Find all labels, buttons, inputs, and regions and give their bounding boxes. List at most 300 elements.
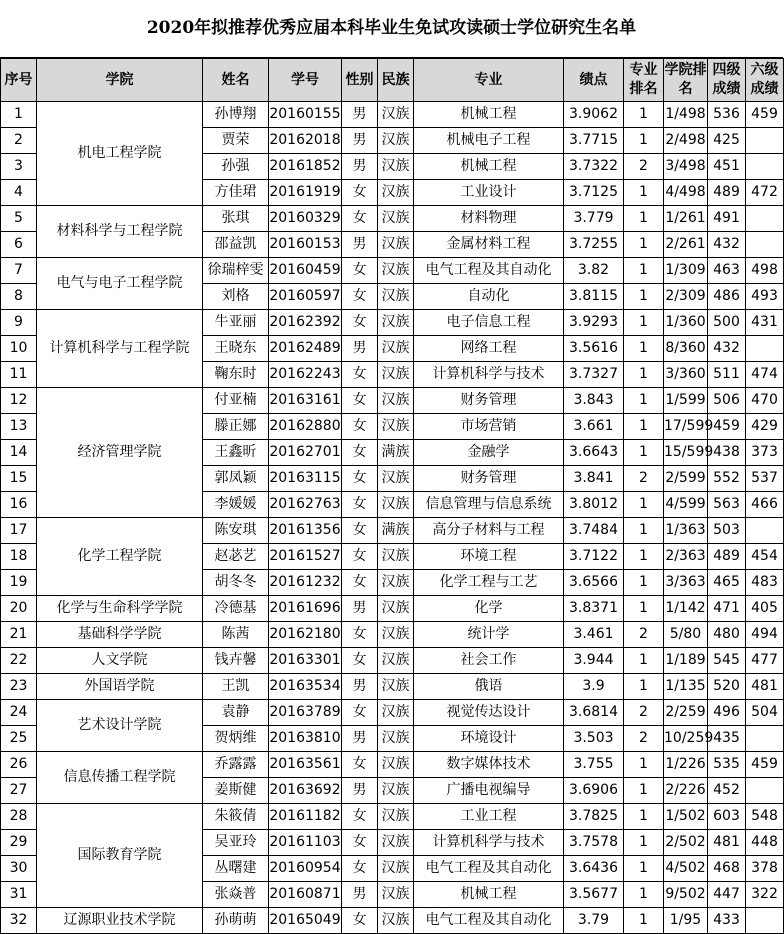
college-rank-cell: 1/135 (664, 674, 708, 700)
gender-cell: 男 (342, 596, 378, 622)
name-cell: 王晓东 (203, 336, 269, 362)
name-cell: 吴亚玲 (203, 830, 269, 856)
ethnicity-cell: 汉族 (378, 622, 414, 648)
header-college: 学院 (37, 59, 203, 102)
gender-cell: 女 (342, 518, 378, 544)
student-id-cell: 20161356 (269, 518, 342, 544)
college-rank-cell: 2/363 (664, 544, 708, 570)
table-row (1, 518, 784, 544)
major-cell: 财务管理 (414, 466, 564, 492)
header-ethnicity: 民族 (378, 59, 414, 102)
college-rank-cell: 2/261 (664, 232, 708, 258)
major-cell: 计算机科学与技术 (414, 830, 564, 856)
name-cell: 邵益凯 (203, 232, 269, 258)
college-rank-cell: 1/360 (664, 310, 708, 336)
major-rank-cell: 1 (624, 830, 664, 856)
gpa-cell: 3.7125 (564, 180, 624, 206)
college-rank-cell: 2/498 (664, 128, 708, 154)
major-cell: 机械电子工程 (414, 128, 564, 154)
cet4-cell: 520 (708, 674, 746, 700)
college-rank-cell: 4/502 (664, 856, 708, 882)
gender-cell: 男 (342, 154, 378, 180)
college-rank-cell: 15/599 (664, 440, 708, 466)
index-cell: 2 (1, 128, 37, 154)
cet4-cell: 489 (708, 544, 746, 570)
index-cell: 3 (1, 154, 37, 180)
cet4-cell: 447 (708, 882, 746, 908)
student-id-cell: 20161103 (269, 830, 342, 856)
table-row (1, 648, 784, 674)
student-id-cell: 20161182 (269, 804, 342, 830)
gender-cell: 男 (342, 102, 378, 128)
student-id-cell: 20163810 (269, 726, 342, 752)
cet6-cell (746, 518, 784, 544)
gpa-cell: 3.6814 (564, 700, 624, 726)
ethnicity-cell: 汉族 (378, 154, 414, 180)
cet4-cell: 489 (708, 180, 746, 206)
gpa-cell: 3.9 (564, 674, 624, 700)
cet6-cell: 481 (746, 674, 784, 700)
cet4-cell: 465 (708, 570, 746, 596)
major-rank-cell: 1 (624, 362, 664, 388)
document-title: 2020年拟推荐优秀应届本科毕业生免试攻读硕士学位研究生名单 (0, 0, 783, 58)
gpa-cell: 3.8371 (564, 596, 624, 622)
cet6-cell: 498 (746, 258, 784, 284)
cet4-cell: 496 (708, 700, 746, 726)
ethnicity-cell: 汉族 (378, 102, 414, 128)
name-cell: 王凯 (203, 674, 269, 700)
gpa-cell: 3.6643 (564, 440, 624, 466)
cet6-cell (746, 128, 784, 154)
name-cell: 孙萌萌 (203, 908, 269, 934)
gender-cell: 男 (342, 726, 378, 752)
index-cell: 31 (1, 882, 37, 908)
major-cell: 社会工作 (414, 648, 564, 674)
major-cell: 化学工程与工艺 (414, 570, 564, 596)
name-cell: 丛曙建 (203, 856, 269, 882)
index-cell: 5 (1, 206, 37, 232)
college-rank-cell: 1/261 (664, 206, 708, 232)
student-id-cell: 20161919 (269, 180, 342, 206)
gender-cell: 女 (342, 492, 378, 518)
ethnicity-cell: 汉族 (378, 570, 414, 596)
cet4-cell: 468 (708, 856, 746, 882)
header-name: 姓名 (203, 59, 269, 102)
major-rank-cell: 1 (624, 570, 664, 596)
college-rank-cell: 1/363 (664, 518, 708, 544)
major-cell: 金融学 (414, 440, 564, 466)
cet6-cell: 429 (746, 414, 784, 440)
major-rank-cell: 1 (624, 648, 664, 674)
cet4-cell: 452 (708, 778, 746, 804)
name-cell: 袁静 (203, 700, 269, 726)
index-cell: 16 (1, 492, 37, 518)
college-cell: 信息传播工程学院 (37, 752, 203, 804)
index-cell: 17 (1, 518, 37, 544)
major-cell: 电气工程及其自动化 (414, 258, 564, 284)
name-cell: 胡冬冬 (203, 570, 269, 596)
cet4-cell: 563 (708, 492, 746, 518)
college-cell: 化学工程学院 (37, 518, 203, 596)
gpa-cell: 3.8012 (564, 492, 624, 518)
gender-cell: 女 (342, 284, 378, 310)
ethnicity-cell: 汉族 (378, 544, 414, 570)
gpa-cell: 3.755 (564, 752, 624, 778)
gender-cell: 男 (342, 336, 378, 362)
roster-body (1, 102, 784, 934)
student-id-cell: 20163534 (269, 674, 342, 700)
index-cell: 26 (1, 752, 37, 778)
gender-cell: 女 (342, 570, 378, 596)
major-cell: 信息管理与信息系统 (414, 492, 564, 518)
cet4-cell: 481 (708, 830, 746, 856)
ethnicity-cell: 汉族 (378, 804, 414, 830)
ethnicity-cell: 汉族 (378, 284, 414, 310)
name-cell: 钱卉馨 (203, 648, 269, 674)
college-cell: 电气与电子工程学院 (37, 258, 203, 310)
major-rank-cell: 1 (624, 596, 664, 622)
major-cell: 电子信息工程 (414, 310, 564, 336)
name-cell: 姜斯健 (203, 778, 269, 804)
major-rank-cell: 1 (624, 284, 664, 310)
cet6-cell: 459 (746, 102, 784, 128)
gender-cell: 男 (342, 882, 378, 908)
cet4-cell: 432 (708, 336, 746, 362)
index-cell: 29 (1, 830, 37, 856)
major-rank-cell: 1 (624, 336, 664, 362)
major-cell: 金属材料工程 (414, 232, 564, 258)
index-cell: 14 (1, 440, 37, 466)
name-cell: 刘格 (203, 284, 269, 310)
ethnicity-cell: 汉族 (378, 206, 414, 232)
student-id-cell: 20165049 (269, 908, 342, 934)
student-id-cell: 20163161 (269, 388, 342, 414)
cet4-cell: 535 (708, 752, 746, 778)
gpa-cell: 3.7122 (564, 544, 624, 570)
major-cell: 视觉传达设计 (414, 700, 564, 726)
college-rank-cell: 2/502 (664, 830, 708, 856)
ethnicity-cell: 汉族 (378, 908, 414, 934)
name-cell: 冷德基 (203, 596, 269, 622)
name-cell: 孙强 (203, 154, 269, 180)
cet4-cell: 503 (708, 518, 746, 544)
ethnicity-cell: 满族 (378, 518, 414, 544)
college-cell: 化学与生命科学学院 (37, 596, 203, 622)
ethnicity-cell: 汉族 (378, 466, 414, 492)
major-rank-cell: 2 (624, 154, 664, 180)
major-rank-cell: 1 (624, 856, 664, 882)
gender-cell: 男 (342, 778, 378, 804)
name-cell: 方佳珺 (203, 180, 269, 206)
gender-cell: 女 (342, 206, 378, 232)
college-rank-cell: 2/259 (664, 700, 708, 726)
college-cell: 国际教育学院 (37, 804, 203, 908)
name-cell: 鞠东时 (203, 362, 269, 388)
college-cell: 外国语学院 (37, 674, 203, 700)
index-cell: 21 (1, 622, 37, 648)
gpa-cell: 3.8115 (564, 284, 624, 310)
gender-cell: 女 (342, 700, 378, 726)
table-row (1, 700, 784, 726)
college-cell: 艺术设计学院 (37, 700, 203, 752)
major-rank-cell: 2 (624, 700, 664, 726)
student-id-cell: 20162701 (269, 440, 342, 466)
table-row (1, 388, 784, 414)
cet6-cell: 477 (746, 648, 784, 674)
college-rank-cell: 9/502 (664, 882, 708, 908)
major-rank-cell: 1 (624, 882, 664, 908)
table-row (1, 258, 784, 284)
major-cell: 高分子材料与工程 (414, 518, 564, 544)
cet6-cell: 474 (746, 362, 784, 388)
cet6-cell: 459 (746, 752, 784, 778)
gender-cell: 女 (342, 544, 378, 570)
major-cell: 自动化 (414, 284, 564, 310)
cet6-cell: 483 (746, 570, 784, 596)
major-rank-cell: 1 (624, 232, 664, 258)
major-rank-cell: 1 (624, 128, 664, 154)
index-cell: 1 (1, 102, 37, 128)
cet6-cell: 373 (746, 440, 784, 466)
table-row (1, 310, 784, 336)
gender-cell: 女 (342, 466, 378, 492)
cet4-cell: 433 (708, 908, 746, 934)
name-cell: 孙博翔 (203, 102, 269, 128)
cet4-cell: 451 (708, 154, 746, 180)
gpa-cell: 3.841 (564, 466, 624, 492)
index-cell: 32 (1, 908, 37, 934)
major-rank-cell: 1 (624, 414, 664, 440)
index-cell: 27 (1, 778, 37, 804)
major-rank-cell: 2 (624, 622, 664, 648)
major-cell: 财务管理 (414, 388, 564, 414)
index-cell: 6 (1, 232, 37, 258)
ethnicity-cell: 汉族 (378, 882, 414, 908)
gender-cell: 男 (342, 128, 378, 154)
table-row (1, 804, 784, 830)
major-cell: 机械工程 (414, 154, 564, 180)
cet6-cell (746, 154, 784, 180)
student-id-cell: 20162243 (269, 362, 342, 388)
college-rank-cell: 1/502 (664, 804, 708, 830)
student-id-cell: 20163301 (269, 648, 342, 674)
gender-cell: 男 (342, 674, 378, 700)
gender-cell: 女 (342, 804, 378, 830)
student-id-cell: 20162880 (269, 414, 342, 440)
cet6-cell (746, 232, 784, 258)
cet4-cell: 511 (708, 362, 746, 388)
cet4-cell: 536 (708, 102, 746, 128)
major-rank-cell: 1 (624, 544, 664, 570)
ethnicity-cell: 汉族 (378, 492, 414, 518)
name-cell: 贺炳维 (203, 726, 269, 752)
college-cell: 人文学院 (37, 648, 203, 674)
gpa-cell: 3.9062 (564, 102, 624, 128)
gender-cell: 女 (342, 856, 378, 882)
cet4-cell: 506 (708, 388, 746, 414)
ethnicity-cell: 汉族 (378, 362, 414, 388)
cet4-cell: 438 (708, 440, 746, 466)
index-cell: 23 (1, 674, 37, 700)
college-rank-cell: 4/599 (664, 492, 708, 518)
major-cell: 电气工程及其自动化 (414, 856, 564, 882)
index-cell: 7 (1, 258, 37, 284)
cet4-cell: 471 (708, 596, 746, 622)
index-cell: 9 (1, 310, 37, 336)
student-id-cell: 20160153 (269, 232, 342, 258)
cet4-cell: 463 (708, 258, 746, 284)
college-rank-cell: 1/309 (664, 258, 708, 284)
major-cell: 工业工程 (414, 804, 564, 830)
cet4-cell: 545 (708, 648, 746, 674)
student-id-cell: 20160954 (269, 856, 342, 882)
major-rank-cell: 1 (624, 180, 664, 206)
ethnicity-cell: 汉族 (378, 674, 414, 700)
gpa-cell: 3.503 (564, 726, 624, 752)
cet6-cell: 470 (746, 388, 784, 414)
student-id-cell: 20162392 (269, 310, 342, 336)
student-id-cell: 20160329 (269, 206, 342, 232)
ethnicity-cell: 汉族 (378, 180, 414, 206)
student-id-cell: 20163789 (269, 700, 342, 726)
major-cell: 俄语 (414, 674, 564, 700)
college-cell: 辽源职业技术学院 (37, 908, 203, 934)
college-rank-cell: 1/95 (664, 908, 708, 934)
major-rank-cell: 1 (624, 206, 664, 232)
college-rank-cell: 1/599 (664, 388, 708, 414)
college-cell: 基础科学学院 (37, 622, 203, 648)
major-cell: 数字媒体技术 (414, 752, 564, 778)
cet4-cell: 491 (708, 206, 746, 232)
major-rank-cell: 1 (624, 388, 664, 414)
header-cet6: 六级成绩 (746, 59, 784, 102)
name-cell: 陈安琪 (203, 518, 269, 544)
gender-cell: 男 (342, 232, 378, 258)
gender-cell: 女 (342, 648, 378, 674)
name-cell: 贾荣 (203, 128, 269, 154)
student-id-cell: 20162180 (269, 622, 342, 648)
major-rank-cell: 1 (624, 492, 664, 518)
index-cell: 10 (1, 336, 37, 362)
name-cell: 滕正娜 (203, 414, 269, 440)
student-id-cell: 20163561 (269, 752, 342, 778)
table-row (1, 674, 784, 700)
college-rank-cell: 1/142 (664, 596, 708, 622)
major-rank-cell: 2 (624, 466, 664, 492)
header-major: 专业 (414, 59, 564, 102)
gpa-cell: 3.7484 (564, 518, 624, 544)
college-cell: 经济管理学院 (37, 388, 203, 518)
gpa-cell: 3.661 (564, 414, 624, 440)
gender-cell: 女 (342, 258, 378, 284)
name-cell: 徐瑞梓雯 (203, 258, 269, 284)
index-cell: 4 (1, 180, 37, 206)
cet6-cell: 504 (746, 700, 784, 726)
name-cell: 张焱普 (203, 882, 269, 908)
cet6-cell: 494 (746, 622, 784, 648)
major-cell: 工业设计 (414, 180, 564, 206)
ethnicity-cell: 满族 (378, 440, 414, 466)
ethnicity-cell: 汉族 (378, 596, 414, 622)
cet6-cell (746, 336, 784, 362)
gpa-cell: 3.79 (564, 908, 624, 934)
college-rank-cell: 1/498 (664, 102, 708, 128)
name-cell: 赵苾艺 (203, 544, 269, 570)
gender-cell: 女 (342, 362, 378, 388)
college-rank-cell: 3/360 (664, 362, 708, 388)
student-id-cell: 20162489 (269, 336, 342, 362)
major-cell: 化学 (414, 596, 564, 622)
ethnicity-cell: 汉族 (378, 232, 414, 258)
gender-cell: 女 (342, 752, 378, 778)
gpa-cell: 3.5616 (564, 336, 624, 362)
college-rank-cell: 3/498 (664, 154, 708, 180)
cet6-cell: 472 (746, 180, 784, 206)
gender-cell: 女 (342, 440, 378, 466)
major-cell: 环境设计 (414, 726, 564, 752)
ethnicity-cell: 汉族 (378, 700, 414, 726)
gpa-cell: 3.7578 (564, 830, 624, 856)
gender-cell: 女 (342, 908, 378, 934)
major-cell: 市场营销 (414, 414, 564, 440)
cet6-cell (746, 908, 784, 934)
student-id-cell: 20161852 (269, 154, 342, 180)
major-cell: 广播电视编导 (414, 778, 564, 804)
index-cell: 18 (1, 544, 37, 570)
college-rank-cell: 1/226 (664, 752, 708, 778)
major-rank-cell: 1 (624, 778, 664, 804)
major-cell: 电气工程及其自动化 (414, 908, 564, 934)
student-id-cell: 20161696 (269, 596, 342, 622)
college-rank-cell: 2/226 (664, 778, 708, 804)
gender-cell: 女 (342, 622, 378, 648)
header-student-id: 学号 (269, 59, 342, 102)
name-cell: 陈茜 (203, 622, 269, 648)
header-major-rank: 专业排名 (624, 59, 664, 102)
college-rank-cell: 3/363 (664, 570, 708, 596)
ethnicity-cell: 汉族 (378, 856, 414, 882)
gender-cell: 女 (342, 388, 378, 414)
gender-cell: 女 (342, 414, 378, 440)
major-rank-cell: 1 (624, 518, 664, 544)
student-id-cell: 20163115 (269, 466, 342, 492)
cet6-cell: 548 (746, 804, 784, 830)
header-college-rank: 学院排名 (664, 59, 708, 102)
name-cell: 朱筱倩 (203, 804, 269, 830)
cet4-cell: 500 (708, 310, 746, 336)
name-cell: 张琪 (203, 206, 269, 232)
ethnicity-cell: 汉族 (378, 726, 414, 752)
major-cell: 统计学 (414, 622, 564, 648)
ethnicity-cell: 汉族 (378, 414, 414, 440)
major-cell: 网络工程 (414, 336, 564, 362)
college-rank-cell: 10/259 (664, 726, 708, 752)
major-rank-cell: 1 (624, 908, 664, 934)
index-cell: 25 (1, 726, 37, 752)
college-rank-cell: 2/309 (664, 284, 708, 310)
index-cell: 19 (1, 570, 37, 596)
header-cet4: 四级成绩 (708, 59, 746, 102)
major-rank-cell: 1 (624, 440, 664, 466)
index-cell: 13 (1, 414, 37, 440)
cet4-cell: 603 (708, 804, 746, 830)
gpa-cell: 3.7255 (564, 232, 624, 258)
gpa-cell: 3.5677 (564, 882, 624, 908)
index-cell: 20 (1, 596, 37, 622)
cet6-cell (746, 206, 784, 232)
cet4-cell: 425 (708, 128, 746, 154)
major-cell: 机械工程 (414, 882, 564, 908)
